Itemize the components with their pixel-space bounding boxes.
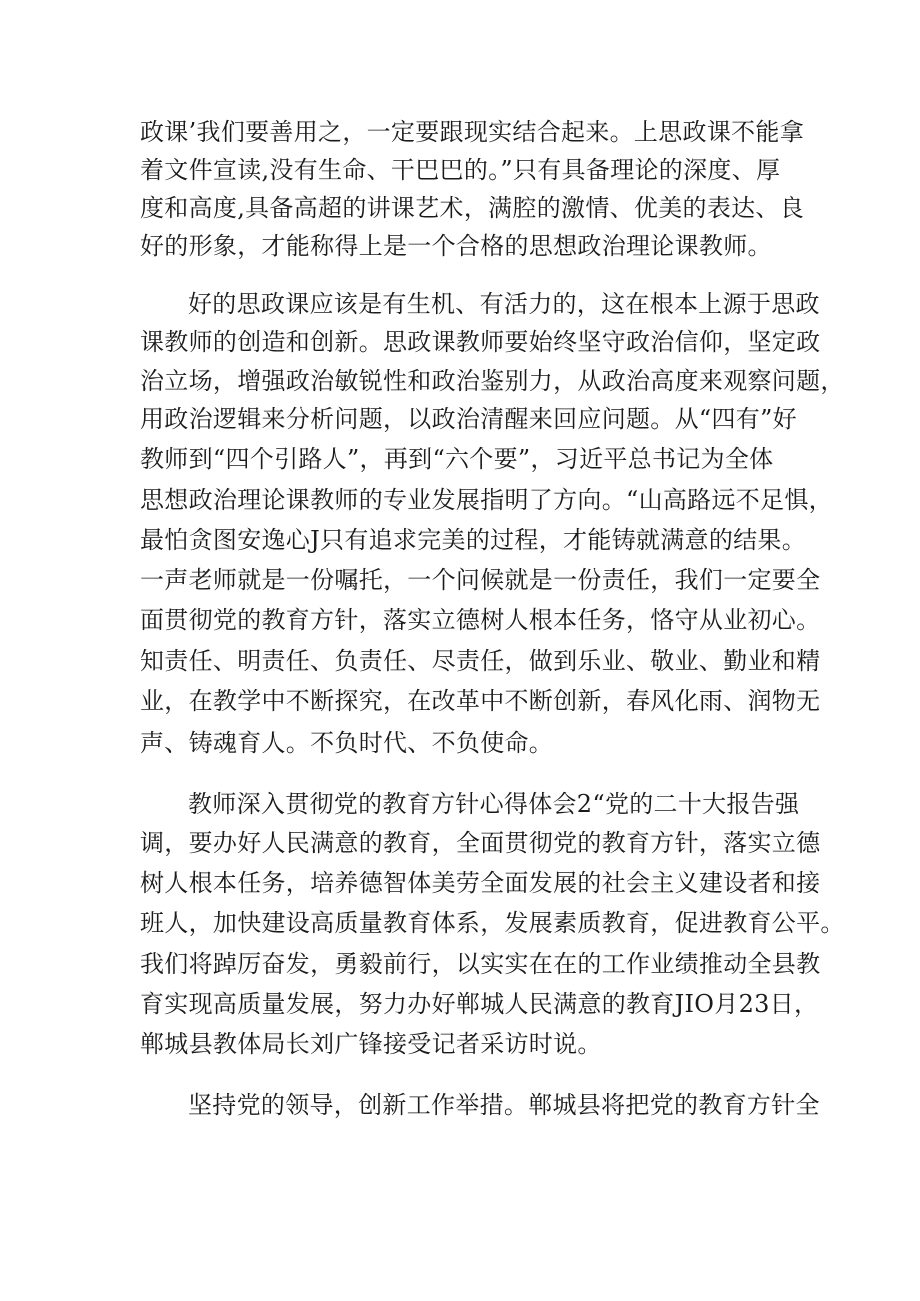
text-line: 教师到“四个引路人”，再到“六个要”，习近平总书记为全体 [140,445,774,473]
text-line: 治立场，增强政治敏锐性和政治鉴别力，从政治高度来观察问题， [140,367,845,395]
text-line: 育实现高质量发展，努力办好郸城人民满意的教育JIO月23日， [140,990,819,1018]
paragraph-first-line: 好的思政课应该是有生机、有活力的，这在根本上源于思政 [188,290,820,318]
text-line: 树人根本任务，培养德智体美劳全面发展的社会主义建设者和接 [140,869,821,897]
text-line: 声、铸魂育人。不负时代、不负使命。 [140,729,554,757]
text-line: 郸城县教体局长刘广锋接受记者采访时说。 [140,1030,602,1058]
text-line: 着文件宣读,没有生命、干巴巴的。”只有具备理论的深度、厚 [140,156,781,184]
text-line: 用政治逻辑来分析问题，以政治清醒来回应问题。从“四有”好 [140,405,797,433]
text-line: 课教师的创造和创新。思政课教师要始终坚守政治信仰，坚定政 [140,328,821,356]
text-line: 调，要办好人民满意的教育，全面贯彻党的教育方针，落实立德 [140,829,821,857]
text-line: 思想政治理论课教师的专业发展指明了方向。“山高路远不足惧， [140,486,833,514]
text-line: 好的形象，才能称得上是一个合格的思想政治理论课教师。 [140,232,772,260]
text-line: 面贯彻党的教育方针，落实立德树人根本任务，恪守从业初心。 [140,606,821,634]
text-line: 知责任、明责任、负责任、尽责任，做到乐业、敬业、勤业和精 [140,647,821,675]
text-line: 一声老师就是一份嘱托，一个问候就是一份责任，我们一定要全 [140,566,821,594]
paragraph-first-line: 坚持党的领导，创新工作举措。郸城县将把党的教育方针全 [188,1091,820,1119]
text-line: 政课’我们要善用之，一定要跟现实结合起来。上思政课不能拿 [140,118,805,146]
text-line: 我们将踔厉奋发，勇毅前行，以实实在在的工作业绩推动全县教 [140,950,821,978]
text-line: 最怕贪图安逸心J只有追求完美的过程，才能铸就满意的结果。 [140,526,807,554]
paragraph-first-line: 教师深入贯彻党的教育方针心得体会2“党的二十大报告强 [188,790,800,818]
text-line: 业，在教学中不断探究，在改革中不断创新，春风化雨、润物无 [140,687,821,715]
text-line: 度和高度,具备高超的讲课艺术，满腔的激情、优美的表达、良 [140,194,805,222]
text-line: 班人，加快建设高质量教育体系，发展素质教育，促进教育公平。 [140,909,845,937]
